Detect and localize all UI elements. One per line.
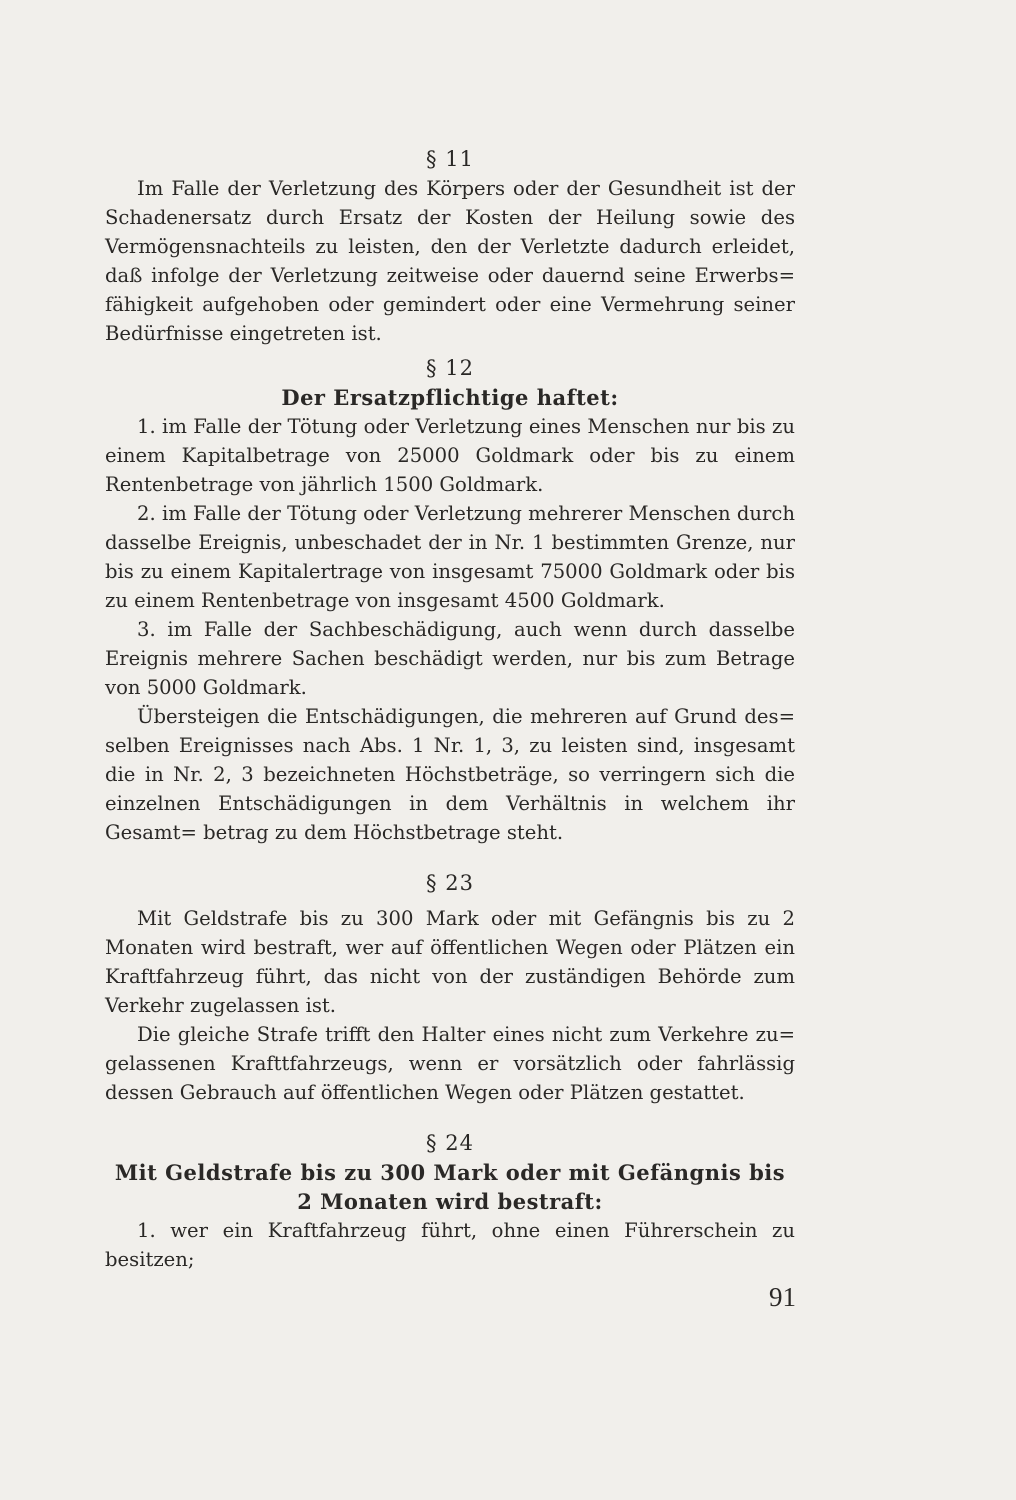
section-12 bbox=[105, 354, 795, 847]
section-number: § 24 bbox=[426, 1131, 474, 1155]
paragraph: Übersteigen die Entschädigungen, die mehreren auf Grund des= selben Ereignisses nach Abs. 1 Nr. 1, 3, zu leisten sind, insgesamt die in Nr. 2, 3 bezeichneten Höchstbeträge, so verringern sich die einzelnen Entschädigungen in dem Verhältnis in welchem ihr Gesamt= betrag zu dem Höchstbetrage steht. bbox=[105, 705, 795, 844]
list-item: 1. wer ein Kraftfahrzeug führt, ohne einen Führerschein zu besitzen; bbox=[105, 1219, 795, 1271]
section-heading: Mit Geldstrafe bis zu 300 Mark oder mit Gefängnis bis 2 Monaten wird bestraft: bbox=[114, 1160, 786, 1214]
page-number: 91 bbox=[769, 1282, 796, 1312]
section-23 bbox=[105, 869, 795, 1107]
section-11 bbox=[105, 145, 795, 348]
paragraph: Mit Geldstrafe bis zu 300 Mark oder mit Gefängnis bis zu 2 Monaten wird bestraft, wer auf öffentlichen Wegen oder Plätzen ein Kraftfahrzeug führt, das nicht von der zuständigen Behörde zum Verkehr zugelassen ist. bbox=[105, 907, 795, 1017]
document-page bbox=[105, 145, 795, 1274]
list-item: 1. im Falle der Tötung oder Verletzung eines Menschen nur bis zu einem Kapitalbetrage von 25000 Goldmark oder bis zu einem Rentenbetrage von jährlich 1500 Goldmark. bbox=[105, 415, 795, 496]
list-item: 2. im Falle der Tötung oder Verletzung mehrerer Menschen durch dasselbe Ereignis, unbeschadet der in Nr. 1 bestimmten Grenze, nur bis zu einem Kapitalertrage von insgesamt 75000 Goldmark oder bis zu einem Rentenbetrage von insgesamt 4500 Goldmark. bbox=[105, 502, 795, 612]
section-heading: Der Ersatzpflichtige haftet: bbox=[281, 385, 619, 410]
section-number: § 23 bbox=[426, 871, 474, 895]
list-item: 3. im Falle der Sachbeschädigung, auch wenn durch dasselbe Ereignis mehrere Sachen beschädigt werden, nur bis zum Betrage von 5000 Goldmark. bbox=[105, 618, 795, 699]
section-number: § 12 bbox=[426, 356, 474, 380]
section-24 bbox=[105, 1129, 795, 1274]
paragraph: Die gleiche Strafe trifft den Halter eines nicht zum Verkehre zu= gelassenen Krafttfahrzeugs, wenn er vorsätzlich oder fahrlässig dessen Gebrauch auf öffentlichen Wegen oder Plätzen gestattet. bbox=[105, 1023, 795, 1104]
paragraph: Im Falle der Verletzung des Körpers oder der Gesundheit ist der Schadenersatz durch Ersatz der Kosten der Heilung sowie des Vermögensnachteils zu leisten, den der Verletzte dadurch erleidet, daß infolge der Verletzung zeitweise oder dauernd seine Erwerbs= fähigkeit aufgehoben oder gemindert oder eine Vermehrung seiner Bedürfnisse eingetreten ist. bbox=[105, 177, 795, 345]
section-number: § 11 bbox=[426, 147, 474, 171]
